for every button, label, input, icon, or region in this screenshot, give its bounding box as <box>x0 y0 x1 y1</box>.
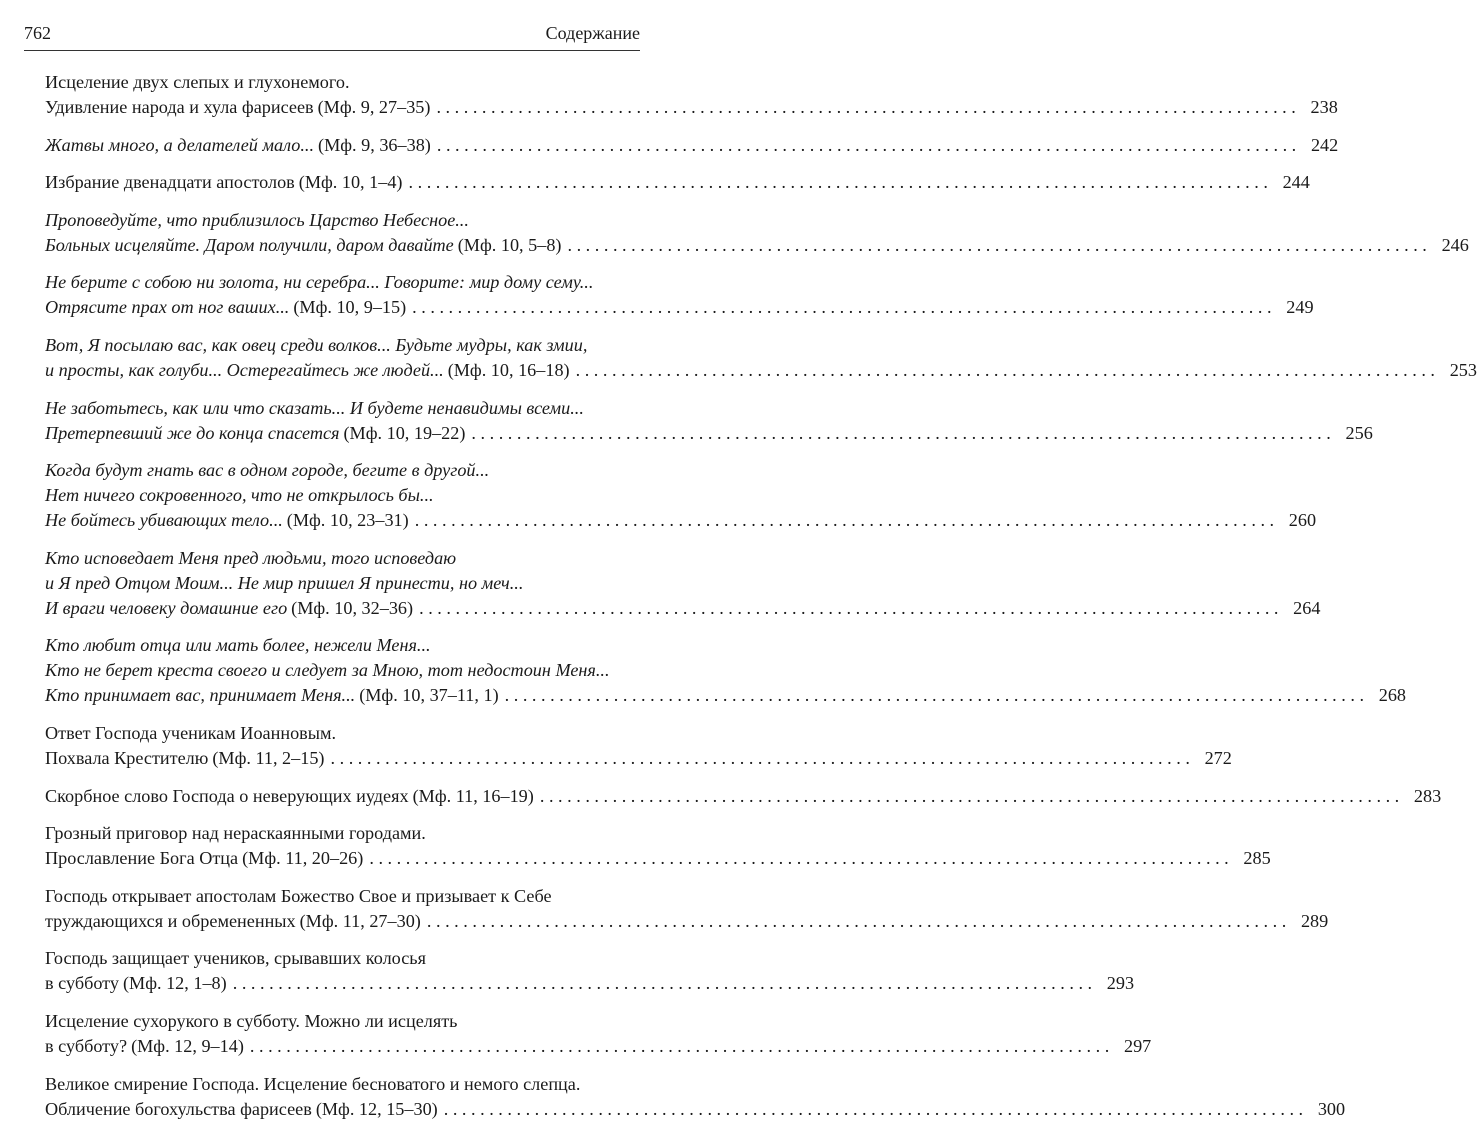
toc-entry-text: Нет ничего сокровенного, что не открылось бы... <box>45 485 434 506</box>
scripture-reference: (Мф. 12, 1–8) <box>122 973 227 994</box>
toc-entry <box>45 458 1317 533</box>
toc-page-number: 253 <box>1449 359 1477 380</box>
toc-entry-text: Вот, Я посылаю вас, как овец среди волков... Будьте мудры, как змии, <box>45 334 588 355</box>
toc-entry-line <box>45 170 1310 195</box>
toc-entry <box>45 1009 1152 1059</box>
toc-page-number: 242 <box>1310 134 1339 155</box>
toc-entry-text: Исцеление сухорукого в субботу. Можно ли исцелять <box>45 1010 458 1031</box>
dot-leader <box>415 508 1274 533</box>
scripture-reference: (Мф. 9, 27–35) <box>317 97 431 117</box>
toc-entry <box>45 333 1477 383</box>
toc-entry-text: и просты, как голуби... Остерегайтесь же людей... <box>45 359 444 380</box>
dot-leader <box>576 358 1435 383</box>
toc-page-number: 260 <box>1288 510 1317 531</box>
toc-entry <box>45 721 1232 771</box>
toc-entry-text: Кто принимает вас, принимает Меня... <box>45 685 356 706</box>
toc-page-number: 300 <box>1317 1098 1346 1119</box>
toc-page-number: 268 <box>1378 685 1406 706</box>
toc-entry <box>45 884 1329 934</box>
toc-entry-text: Кто исповедает Меня пред людьми, того исповедаю <box>45 547 457 568</box>
toc-entry-text: Скорбное слово Господа о неверующих иудеях <box>45 785 409 806</box>
scripture-reference: (Мф. 11, 16–19) <box>412 785 534 806</box>
toc-entry-line <box>45 971 1135 996</box>
dot-leader <box>437 133 1296 158</box>
toc-entry <box>45 208 1469 258</box>
scripture-reference: (Мф. 10, 9–15) <box>293 297 407 318</box>
toc-page-number: 283 <box>1413 785 1442 806</box>
toc-entry <box>45 133 1339 158</box>
toc-entry-line <box>45 458 640 483</box>
toc-entry-text: Когда будут гнать вас в одном городе, бегите в другой... <box>45 460 490 481</box>
toc-page-number: 289 <box>1300 910 1329 931</box>
toc-entry-line <box>45 95 1338 120</box>
toc-entry-line <box>45 358 1477 383</box>
toc-entry <box>45 784 1442 809</box>
toc-entry-line <box>45 70 640 95</box>
toc-entry-text: Похвала Крестителю <box>45 747 209 768</box>
toc-entry <box>45 170 1310 195</box>
toc-entry-line <box>45 596 1321 621</box>
toc-page-number: 272 <box>1204 747 1232 768</box>
toc-entry-text: Избрание двенадцати апостолов <box>45 172 295 193</box>
toc-entry-line <box>45 909 1329 934</box>
toc-entry <box>45 270 1314 320</box>
dot-leader <box>419 596 1278 621</box>
toc-entry-text: Не бойтесь убивающих тело... <box>45 510 283 531</box>
scripture-reference: (Мф. 10, 32–36) <box>291 597 414 618</box>
toc-entry-line <box>45 846 1271 871</box>
toc-entry <box>45 1072 1346 1122</box>
scripture-reference: (Мф. 10, 1–4) <box>298 172 403 193</box>
toc-entry-text: Господь защищает учеников, срывавших колосья <box>45 948 426 969</box>
toc-entry-text: Претерпевший же до конца спасется <box>45 422 340 443</box>
scripture-reference: (Мф. 11, 27–30) <box>299 910 421 931</box>
toc-entry <box>45 821 1271 871</box>
toc-entry-line <box>45 746 1232 771</box>
toc-page-number: 246 <box>1441 234 1469 255</box>
toc-entry-text: труждающихся и обремененных <box>45 910 296 931</box>
toc-entry-line <box>45 946 640 971</box>
scripture-reference: (Мф. 11, 20–26) <box>242 848 364 869</box>
scripture-reference: (Мф. 10, 5–8) <box>457 234 562 255</box>
toc-entry-line <box>45 270 640 295</box>
toc-entry-text: Кто любит отца или мать более, нежели Меня... <box>45 635 431 656</box>
toc-entry-text: Грозный приговор над нераскаянными городами. <box>45 823 426 844</box>
toc-entry-line <box>45 233 1469 258</box>
toc-page-number: 238 <box>1310 97 1338 117</box>
scripture-reference: (Мф. 10, 19–22) <box>343 422 466 443</box>
dot-leader <box>436 95 1295 120</box>
toc-entry-text: Исцеление двух слепых и глухонемого. <box>45 72 350 92</box>
toc-entry-text: Проповедуйте, что приблизилось Царство Небесное... <box>45 209 469 230</box>
scripture-reference: (Мф. 12, 9–14) <box>131 1035 244 1056</box>
toc-entry-text: Великое смирение Господа. Исцеление бесноватого и немого слепца. <box>45 1073 581 1094</box>
toc-page-number: 264 <box>1293 597 1321 618</box>
toc-entry-line <box>45 1009 640 1034</box>
section-title: Содержание <box>545 23 640 43</box>
dot-leader <box>369 846 1228 871</box>
toc-entry-line <box>45 483 640 508</box>
toc-entry-text: Удивление народа и хула фарисеев <box>45 97 314 117</box>
dot-leader <box>427 909 1286 934</box>
toc-entry <box>45 633 1406 708</box>
scripture-reference: (Мф. 9, 36–38) <box>318 134 431 155</box>
running-header <box>24 22 640 51</box>
toc-entry-line <box>45 1097 1346 1122</box>
scripture-reference: (Мф. 12, 15–30) <box>315 1098 438 1119</box>
toc-entry-line <box>45 1034 1152 1059</box>
toc-entry <box>45 546 1321 621</box>
toc-entry <box>45 396 1373 446</box>
toc-entry-text: Господь открывает апостолам Божество Свое и призывает к Себе <box>45 885 552 906</box>
table-of-contents <box>45 70 1477 1134</box>
toc-entry-line <box>45 633 640 658</box>
toc-entry-line <box>45 721 640 746</box>
toc-entry-text: И враги человеку домашние его <box>45 597 288 618</box>
dot-leader <box>505 683 1364 708</box>
dot-leader <box>412 295 1271 320</box>
toc-entry-line <box>45 1072 640 1097</box>
toc-entry-line <box>45 208 640 233</box>
dot-leader <box>444 1097 1303 1122</box>
toc-entry-text: Жатвы много, а делателей мало... <box>45 134 315 155</box>
toc-entry-text: в субботу? <box>45 1035 128 1056</box>
toc-page-number: 256 <box>1345 422 1373 443</box>
toc-entry-line <box>45 658 640 683</box>
toc-entry-text: Ответ Господа ученикам Иоанновым. <box>45 722 337 743</box>
toc-entry <box>45 70 1338 120</box>
toc-page-number: 297 <box>1123 1035 1152 1056</box>
toc-entry-text: Отрясите прах от ног ваших... <box>45 297 290 318</box>
toc-entry-line <box>45 508 1317 533</box>
toc-entry-line <box>45 396 640 421</box>
toc-entry-text: Прославление Бога Отца <box>45 848 239 869</box>
toc-page-number: 293 <box>1106 973 1135 994</box>
toc-entry-line <box>45 333 640 358</box>
dot-leader <box>233 971 1092 996</box>
toc-entry-line <box>45 784 1442 809</box>
toc-page-number: 249 <box>1286 297 1314 318</box>
dot-leader <box>471 421 1330 446</box>
scripture-reference: (Мф. 11, 2–15) <box>212 747 325 768</box>
toc-entry-text: в субботу <box>45 973 119 994</box>
scripture-reference: (Мф. 10, 16–18) <box>447 359 570 380</box>
toc-entry-line <box>45 421 1373 446</box>
toc-entry-text: Больных исцеляйте. Даром получили, даром давайте <box>45 234 454 255</box>
toc-entry-text: Кто не берет креста своего и следует за Мною, тот недостоин Меня... <box>45 660 610 681</box>
toc-entry-text: Не берите с собою ни золота, ни серебра... Говорите: мир дому сему... <box>45 272 594 293</box>
toc-entry-line <box>45 683 1406 708</box>
toc-page-number: 244 <box>1282 172 1310 193</box>
toc-entry-line <box>45 571 640 596</box>
dot-leader <box>250 1034 1109 1059</box>
scripture-reference: (Мф. 10, 23–31) <box>286 510 409 531</box>
toc-entry-line <box>45 295 1314 320</box>
toc-entry-line <box>45 133 1339 158</box>
toc-entry-text: Обличение богохульства фарисеев <box>45 1098 312 1119</box>
toc-entry-text: Не заботьтесь, как или что сказать... И будете ненавидимы всеми... <box>45 397 584 418</box>
toc-entry-line <box>45 821 640 846</box>
dot-leader <box>331 746 1190 771</box>
dot-leader <box>540 784 1399 809</box>
page-number: 762 <box>24 23 51 43</box>
dot-leader <box>409 170 1268 195</box>
toc-entry <box>45 946 1135 996</box>
dot-leader <box>567 233 1426 258</box>
toc-page-number: 285 <box>1243 848 1271 869</box>
toc-entry-line <box>45 884 640 909</box>
toc-entry-text: и Я пред Отцом Моим... Не мир пришел Я принести, но меч... <box>45 572 524 593</box>
toc-entry-line <box>45 546 640 571</box>
scripture-reference: (Мф. 10, 37–11, 1) <box>359 685 499 706</box>
